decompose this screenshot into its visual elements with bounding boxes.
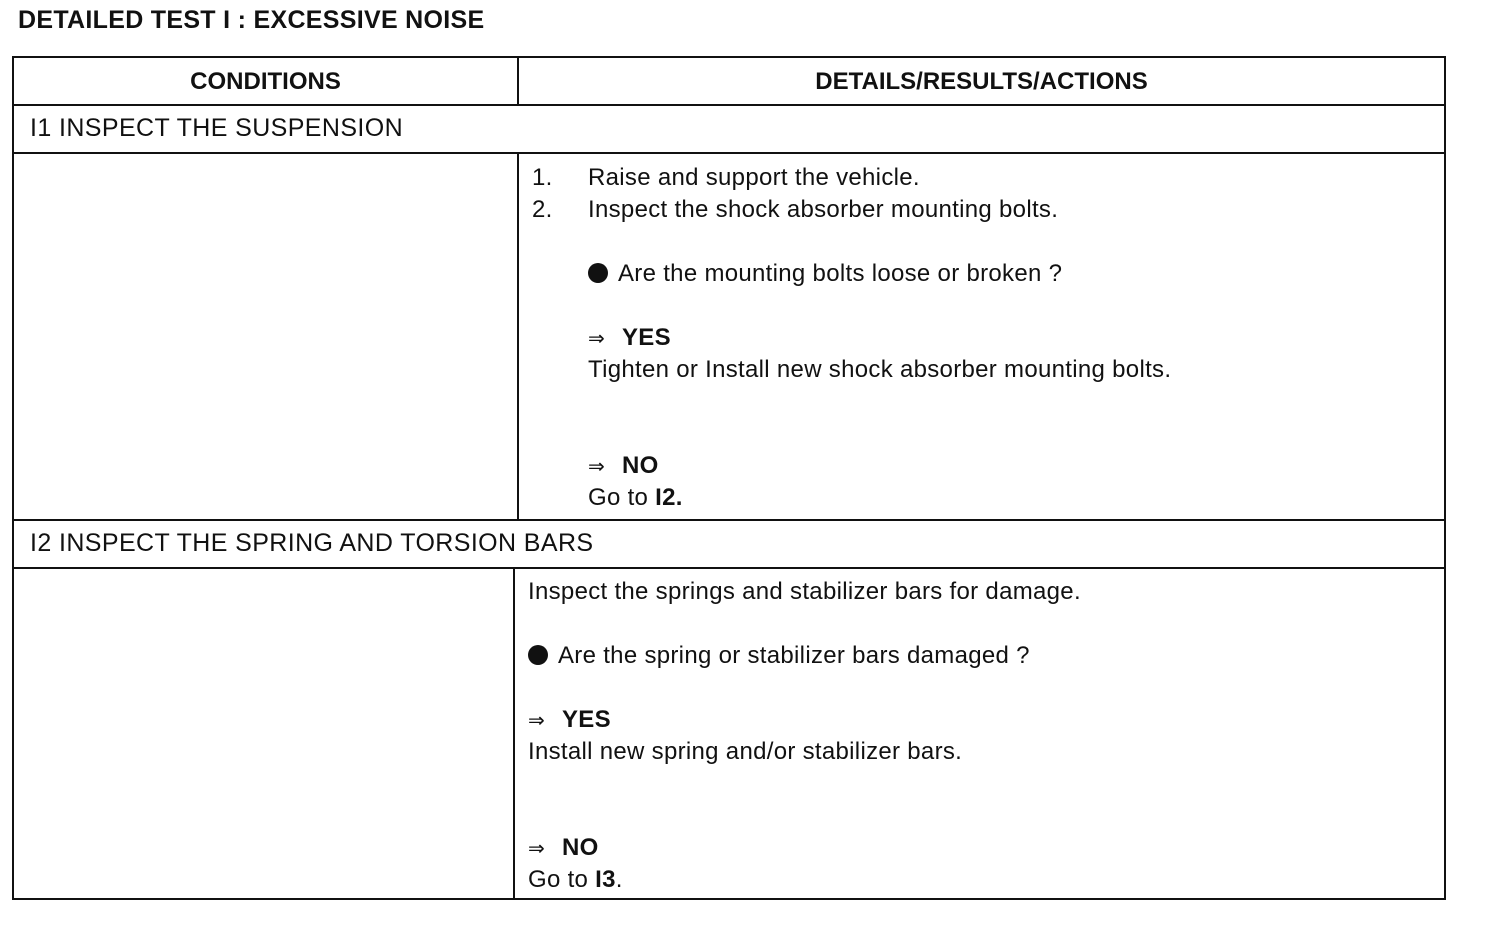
document-title: DETAILED TEST I : EXCESSIVE NOISE — [18, 6, 485, 34]
question-line — [528, 640, 1081, 672]
arrow-right-icon: ⇒ — [528, 838, 546, 860]
yes-line — [532, 322, 1171, 354]
yes-label: YES — [622, 324, 671, 351]
step-item — [532, 194, 1171, 226]
yes-line — [528, 704, 1081, 736]
yes-action: Tighten or Install new shock absorber mounting bolts. — [588, 356, 1172, 383]
yes-action: Install new spring and/or stabilizer bars. — [528, 738, 963, 765]
diagnostic-table — [12, 56, 1446, 900]
section-i1-details — [532, 162, 1171, 514]
arrow-right-icon: ⇒ — [588, 456, 606, 478]
no-action — [532, 482, 1171, 514]
section-2-column-divider — [513, 567, 515, 898]
step-number: 1. — [532, 164, 553, 191]
no-action-prefix: Go to — [528, 866, 596, 893]
no-line — [528, 832, 1081, 864]
section-2-top-divider — [14, 519, 1444, 521]
arrow-right-icon: ⇒ — [588, 328, 606, 350]
no-action-prefix: Go to — [588, 484, 656, 511]
no-action — [528, 864, 1081, 896]
arrow-right-icon: ⇒ — [528, 710, 546, 732]
question-line — [532, 258, 1171, 290]
section-title-i1: I1 INSPECT THE SUSPENSION — [30, 114, 404, 142]
question-text: Are the spring or stabilizer bars damaged ? — [558, 642, 1030, 669]
no-action-target: I3 — [595, 866, 616, 893]
section-title-i2: I2 INSPECT THE SPRING AND TORSION BARS — [30, 529, 594, 557]
no-action-target: I2. — [655, 484, 683, 511]
bullet-icon — [528, 645, 548, 665]
no-line — [532, 450, 1171, 482]
no-label: NO — [622, 452, 659, 479]
step-text: Raise and support the vehicle. — [588, 164, 920, 191]
header-divider — [14, 104, 1444, 106]
step-number: 2. — [532, 196, 553, 223]
no-label: NO — [562, 834, 599, 861]
bullet-icon — [588, 263, 608, 283]
section-i2-details — [528, 576, 1081, 896]
header-conditions: CONDITIONS — [190, 68, 341, 95]
yes-label: YES — [562, 706, 611, 733]
section-2-divider — [14, 567, 1444, 569]
step-item — [532, 162, 1171, 194]
step-text: Inspect the shock absorber mounting bolts. — [588, 196, 1059, 223]
header-details: DETAILS/RESULTS/ACTIONS — [815, 68, 1148, 95]
section-1-column-divider — [517, 152, 519, 519]
section-1-divider — [14, 152, 1444, 154]
question-text: Are the mounting bolts loose or broken ? — [618, 260, 1063, 287]
no-action-suffix: . — [615, 866, 623, 893]
intro-text: Inspect the springs and stabilizer bars for damage. — [528, 578, 1081, 605]
